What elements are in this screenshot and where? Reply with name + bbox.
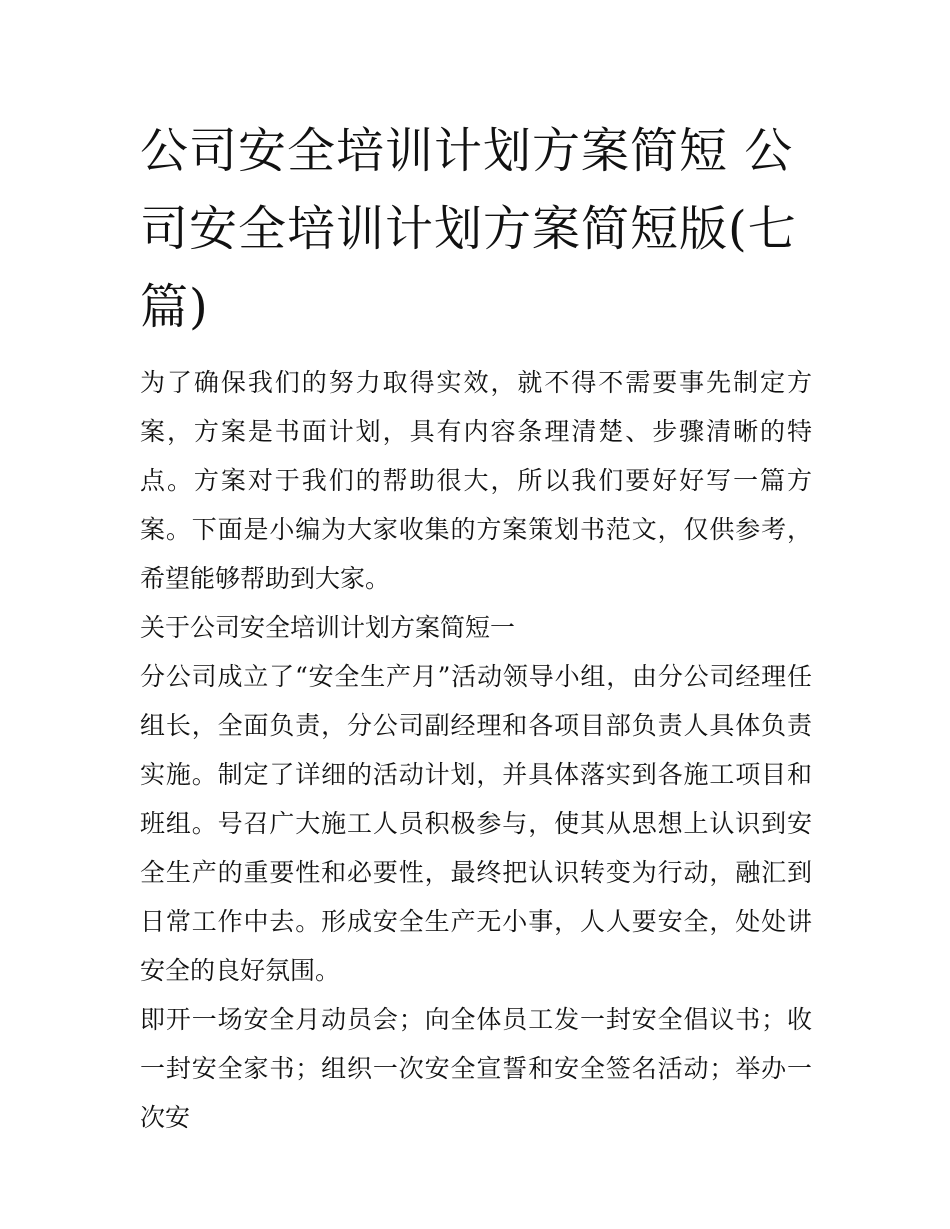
body-paragraph-1: 分公司成立了“安全生产月”活动领导小组，由分公司经理任组长，全面负责，分公司副经理和各项目部负责人具体负责实施。制定了详细的活动计划，并具体落实到各施工项目和班组。号召广大施工人员积极参与，使其从思想上认识到安全生产的重要性和必要性，最终把认识转变为行动，融汇到日常工作中去。形成安全生产无小事，人人要安全，处处讲安全的良好氛围。 xyxy=(140,662,812,985)
title-spacer xyxy=(140,346,812,358)
body-paragraph-2: 即开一场安全月动员会；向全体员工发一封安全倡议书；收一封安全家书；组织一次安全宣誓和安全签名活动；举办一次安 xyxy=(140,1005,812,1132)
document-title: 公司安全培训计划方案简短 公司安全培训计划方案简短版(七篇) xyxy=(140,123,797,335)
document-page xyxy=(140,112,812,1142)
intro-paragraph: 为了确保我们的努力取得实效，就不得不需要事先制定方案，方案是书面计划，具有内容条理清楚、步骤清晰的特点。方案对于我们的帮助很大，所以我们要好好写一篇方案。下面是小编为大家收集的方案策划书范文，仅供参考，希望能够帮助到大家。 xyxy=(140,368,812,593)
section-heading: 关于公司安全培训计划方案简短一 xyxy=(140,613,516,642)
